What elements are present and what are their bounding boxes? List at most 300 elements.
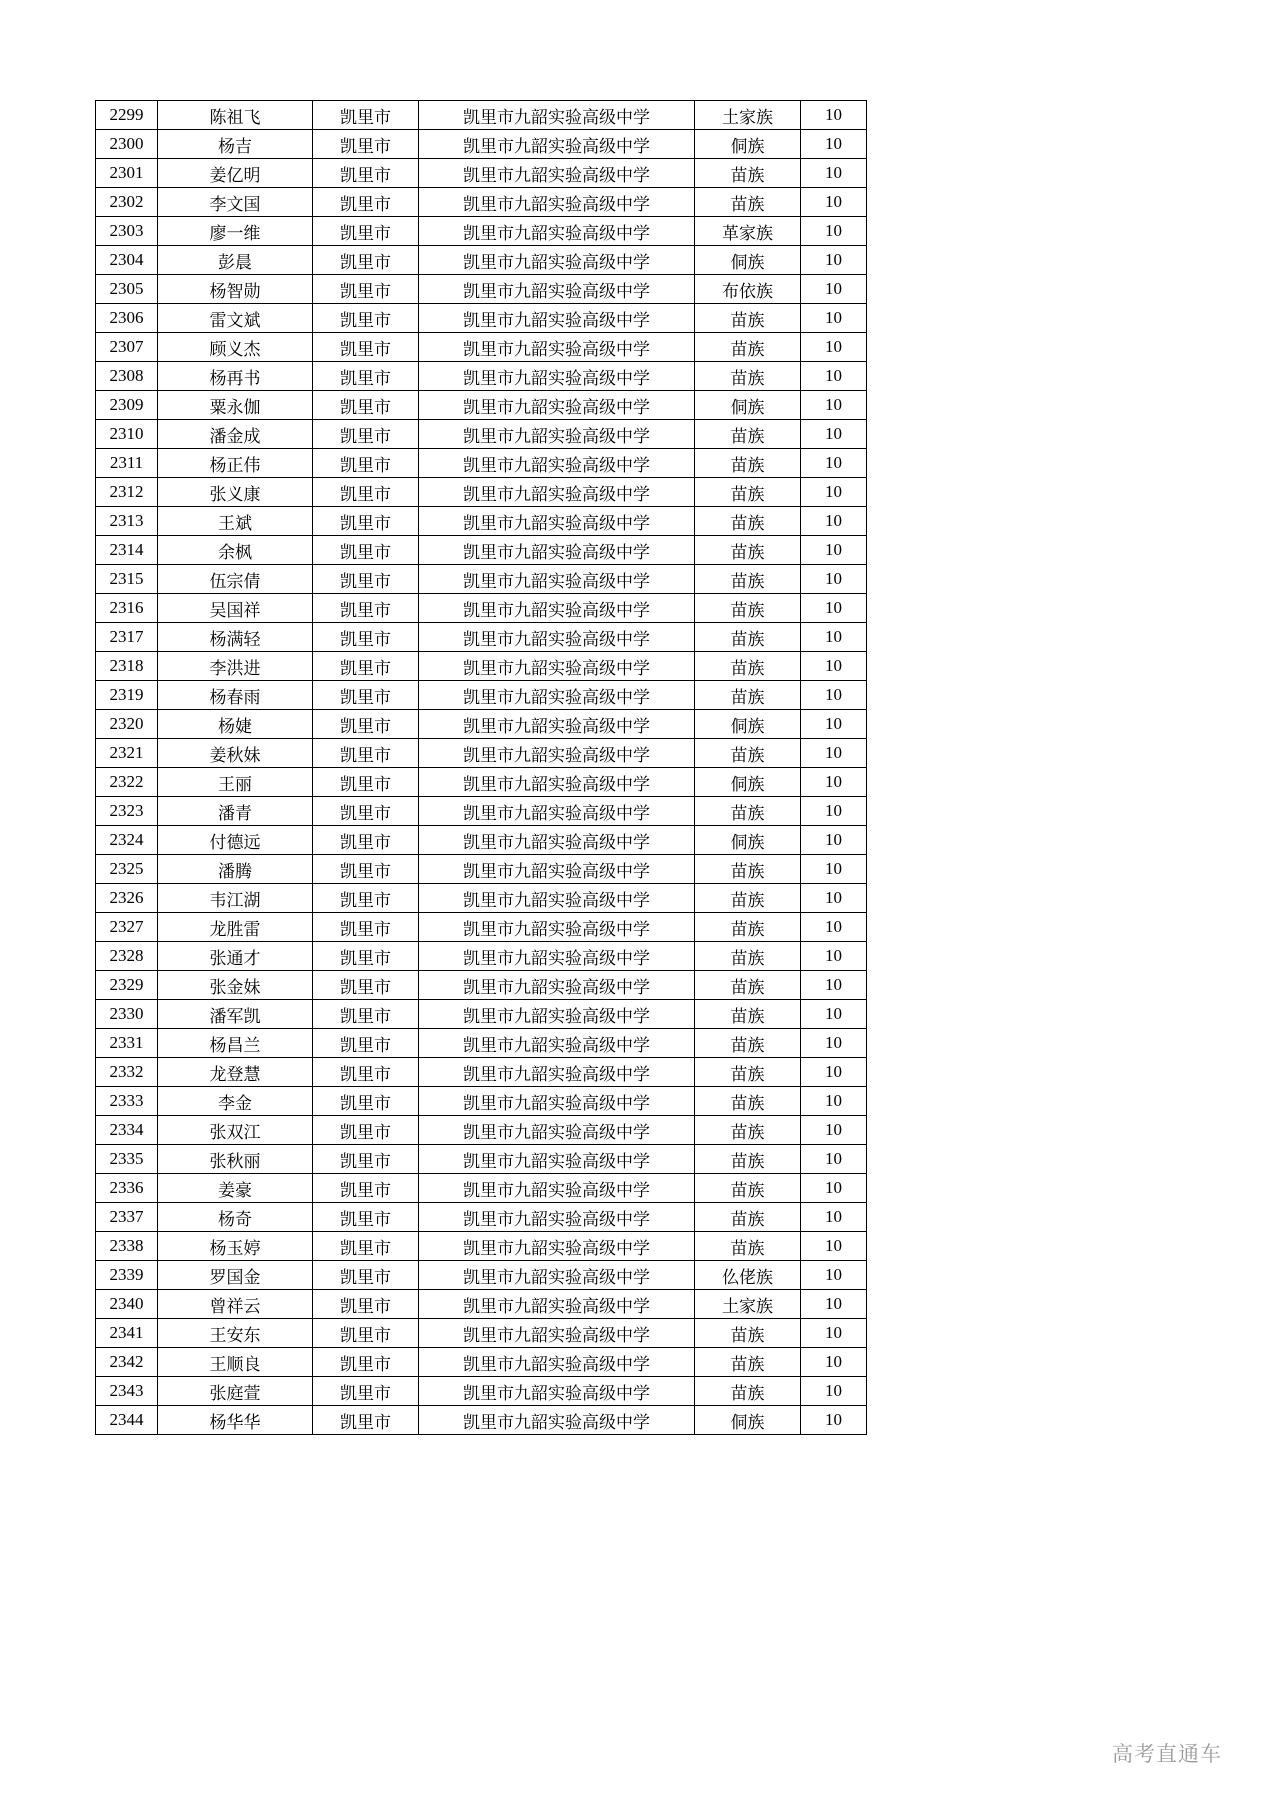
table-row [96, 217, 867, 246]
cell-school: 凯里市九韶实验高级中学 [419, 913, 695, 942]
cell-number: 2303 [96, 217, 158, 246]
cell-name: 李文国 [158, 188, 313, 217]
cell-score: 10 [801, 478, 867, 507]
table-row [96, 1058, 867, 1087]
cell-number: 2318 [96, 652, 158, 681]
cell-school: 凯里市九韶实验高级中学 [419, 594, 695, 623]
cell-name: 姜豪 [158, 1174, 313, 1203]
cell-school: 凯里市九韶实验高级中学 [419, 1145, 695, 1174]
cell-city: 凯里市 [313, 942, 419, 971]
cell-ethnicity: 苗族 [695, 159, 801, 188]
cell-score: 10 [801, 1232, 867, 1261]
cell-number: 2307 [96, 333, 158, 362]
table-row [96, 884, 867, 913]
cell-score: 10 [801, 507, 867, 536]
cell-ethnicity: 苗族 [695, 1174, 801, 1203]
cell-name: 王安东 [158, 1319, 313, 1348]
cell-school: 凯里市九韶实验高级中学 [419, 681, 695, 710]
cell-ethnicity: 苗族 [695, 565, 801, 594]
cell-number: 2308 [96, 362, 158, 391]
cell-name: 杨吉 [158, 130, 313, 159]
cell-city: 凯里市 [313, 971, 419, 1000]
cell-city: 凯里市 [313, 826, 419, 855]
cell-score: 10 [801, 594, 867, 623]
cell-ethnicity: 侗族 [695, 1406, 801, 1435]
cell-city: 凯里市 [313, 507, 419, 536]
cell-score: 10 [801, 101, 867, 130]
cell-city: 凯里市 [313, 623, 419, 652]
table-row [96, 565, 867, 594]
cell-number: 2304 [96, 246, 158, 275]
cell-name: 杨正伟 [158, 449, 313, 478]
cell-score: 10 [801, 623, 867, 652]
cell-school: 凯里市九韶实验高级中学 [419, 1029, 695, 1058]
cell-number: 2302 [96, 188, 158, 217]
cell-city: 凯里市 [313, 565, 419, 594]
cell-name: 杨婕 [158, 710, 313, 739]
cell-school: 凯里市九韶实验高级中学 [419, 884, 695, 913]
cell-ethnicity: 苗族 [695, 942, 801, 971]
cell-ethnicity: 苗族 [695, 420, 801, 449]
table-row [96, 1261, 867, 1290]
cell-score: 10 [801, 1058, 867, 1087]
cell-score: 10 [801, 449, 867, 478]
cell-number: 2341 [96, 1319, 158, 1348]
cell-number: 2330 [96, 1000, 158, 1029]
table-row [96, 594, 867, 623]
cell-number: 2335 [96, 1145, 158, 1174]
cell-city: 凯里市 [313, 333, 419, 362]
cell-name: 曾祥云 [158, 1290, 313, 1319]
cell-ethnicity: 苗族 [695, 1000, 801, 1029]
table-row [96, 420, 867, 449]
cell-city: 凯里市 [313, 362, 419, 391]
cell-ethnicity: 苗族 [695, 1232, 801, 1261]
cell-school: 凯里市九韶实验高级中学 [419, 652, 695, 681]
cell-city: 凯里市 [313, 1116, 419, 1145]
cell-city: 凯里市 [313, 1058, 419, 1087]
cell-school: 凯里市九韶实验高级中学 [419, 1377, 695, 1406]
cell-score: 10 [801, 942, 867, 971]
cell-city: 凯里市 [313, 797, 419, 826]
cell-score: 10 [801, 1203, 867, 1232]
cell-number: 2343 [96, 1377, 158, 1406]
cell-score: 10 [801, 1087, 867, 1116]
cell-score: 10 [801, 739, 867, 768]
cell-score: 10 [801, 304, 867, 333]
cell-number: 2306 [96, 304, 158, 333]
cell-number: 2310 [96, 420, 158, 449]
cell-name: 王顺良 [158, 1348, 313, 1377]
cell-score: 10 [801, 565, 867, 594]
cell-number: 2340 [96, 1290, 158, 1319]
cell-number: 2319 [96, 681, 158, 710]
cell-score: 10 [801, 1145, 867, 1174]
cell-name: 张秋丽 [158, 1145, 313, 1174]
table-row [96, 449, 867, 478]
cell-name: 王斌 [158, 507, 313, 536]
cell-ethnicity: 苗族 [695, 855, 801, 884]
cell-ethnicity: 苗族 [695, 1058, 801, 1087]
cell-school: 凯里市九韶实验高级中学 [419, 420, 695, 449]
cell-school: 凯里市九韶实验高级中学 [419, 768, 695, 797]
cell-city: 凯里市 [313, 594, 419, 623]
table-row [96, 1203, 867, 1232]
cell-ethnicity: 苗族 [695, 507, 801, 536]
table-row [96, 478, 867, 507]
cell-name: 吴国祥 [158, 594, 313, 623]
cell-city: 凯里市 [313, 913, 419, 942]
table-row [96, 1145, 867, 1174]
cell-school: 凯里市九韶实验高级中学 [419, 855, 695, 884]
cell-number: 2339 [96, 1261, 158, 1290]
cell-name: 龙胜雷 [158, 913, 313, 942]
cell-school: 凯里市九韶实验高级中学 [419, 1116, 695, 1145]
cell-score: 10 [801, 217, 867, 246]
table-row [96, 1000, 867, 1029]
cell-number: 2334 [96, 1116, 158, 1145]
table-row [96, 1232, 867, 1261]
cell-score: 10 [801, 768, 867, 797]
table-row [96, 1087, 867, 1116]
cell-school: 凯里市九韶实验高级中学 [419, 1174, 695, 1203]
cell-ethnicity: 苗族 [695, 797, 801, 826]
cell-ethnicity: 苗族 [695, 594, 801, 623]
cell-name: 王丽 [158, 768, 313, 797]
cell-number: 2337 [96, 1203, 158, 1232]
cell-school: 凯里市九韶实验高级中学 [419, 1000, 695, 1029]
cell-score: 10 [801, 420, 867, 449]
cell-name: 粟永伽 [158, 391, 313, 420]
cell-ethnicity: 苗族 [695, 1377, 801, 1406]
table-row [96, 826, 867, 855]
cell-city: 凯里市 [313, 391, 419, 420]
cell-school: 凯里市九韶实验高级中学 [419, 565, 695, 594]
cell-number: 2327 [96, 913, 158, 942]
cell-school: 凯里市九韶实验高级中学 [419, 1232, 695, 1261]
cell-score: 10 [801, 391, 867, 420]
table-row [96, 942, 867, 971]
table-row [96, 507, 867, 536]
cell-school: 凯里市九韶实验高级中学 [419, 1203, 695, 1232]
cell-name: 龙登慧 [158, 1058, 313, 1087]
cell-score: 10 [801, 188, 867, 217]
cell-number: 2315 [96, 565, 158, 594]
cell-ethnicity: 苗族 [695, 1116, 801, 1145]
cell-ethnicity: 侗族 [695, 246, 801, 275]
cell-school: 凯里市九韶实验高级中学 [419, 1058, 695, 1087]
cell-ethnicity: 仫佬族 [695, 1261, 801, 1290]
table-row [96, 681, 867, 710]
cell-city: 凯里市 [313, 1261, 419, 1290]
cell-school: 凯里市九韶实验高级中学 [419, 188, 695, 217]
cell-city: 凯里市 [313, 1203, 419, 1232]
table-row [96, 246, 867, 275]
cell-city: 凯里市 [313, 159, 419, 188]
table-row [96, 652, 867, 681]
student-table-body [96, 101, 867, 1435]
cell-school: 凯里市九韶实验高级中学 [419, 246, 695, 275]
cell-ethnicity: 苗族 [695, 1203, 801, 1232]
cell-name: 杨春雨 [158, 681, 313, 710]
cell-ethnicity: 苗族 [695, 1319, 801, 1348]
cell-school: 凯里市九韶实验高级中学 [419, 971, 695, 1000]
cell-name: 潘腾 [158, 855, 313, 884]
cell-city: 凯里市 [313, 1087, 419, 1116]
cell-ethnicity: 苗族 [695, 536, 801, 565]
cell-ethnicity: 苗族 [695, 884, 801, 913]
cell-name: 韦江湖 [158, 884, 313, 913]
cell-school: 凯里市九韶实验高级中学 [419, 1290, 695, 1319]
cell-school: 凯里市九韶实验高级中学 [419, 536, 695, 565]
cell-ethnicity: 苗族 [695, 913, 801, 942]
cell-ethnicity: 苗族 [695, 623, 801, 652]
cell-city: 凯里市 [313, 710, 419, 739]
cell-number: 2332 [96, 1058, 158, 1087]
cell-score: 10 [801, 826, 867, 855]
cell-number: 2309 [96, 391, 158, 420]
cell-ethnicity: 土家族 [695, 1290, 801, 1319]
cell-city: 凯里市 [313, 1232, 419, 1261]
cell-ethnicity: 苗族 [695, 188, 801, 217]
cell-number: 2326 [96, 884, 158, 913]
cell-number: 2299 [96, 101, 158, 130]
cell-name: 杨昌兰 [158, 1029, 313, 1058]
cell-ethnicity: 苗族 [695, 681, 801, 710]
cell-ethnicity: 侗族 [695, 710, 801, 739]
cell-school: 凯里市九韶实验高级中学 [419, 101, 695, 130]
cell-school: 凯里市九韶实验高级中学 [419, 1087, 695, 1116]
cell-number: 2321 [96, 739, 158, 768]
cell-school: 凯里市九韶实验高级中学 [419, 710, 695, 739]
cell-score: 10 [801, 130, 867, 159]
cell-city: 凯里市 [313, 1145, 419, 1174]
cell-name: 潘青 [158, 797, 313, 826]
cell-number: 2320 [96, 710, 158, 739]
cell-number: 2333 [96, 1087, 158, 1116]
cell-ethnicity: 苗族 [695, 1145, 801, 1174]
cell-name: 张义康 [158, 478, 313, 507]
table-row [96, 1406, 867, 1435]
table-row [96, 797, 867, 826]
table-row [96, 913, 867, 942]
table-row [96, 768, 867, 797]
cell-ethnicity: 侗族 [695, 768, 801, 797]
cell-number: 2312 [96, 478, 158, 507]
cell-ethnicity: 苗族 [695, 478, 801, 507]
cell-score: 10 [801, 275, 867, 304]
cell-city: 凯里市 [313, 420, 419, 449]
table-row [96, 1377, 867, 1406]
cell-name: 余枫 [158, 536, 313, 565]
cell-number: 2338 [96, 1232, 158, 1261]
cell-ethnicity: 苗族 [695, 739, 801, 768]
cell-ethnicity: 苗族 [695, 333, 801, 362]
cell-score: 10 [801, 652, 867, 681]
cell-school: 凯里市九韶实验高级中学 [419, 333, 695, 362]
table-row [96, 536, 867, 565]
cell-school: 凯里市九韶实验高级中学 [419, 797, 695, 826]
cell-name: 杨智勋 [158, 275, 313, 304]
table-row [96, 1290, 867, 1319]
cell-name: 潘军凯 [158, 1000, 313, 1029]
cell-name: 杨再书 [158, 362, 313, 391]
cell-number: 2314 [96, 536, 158, 565]
cell-ethnicity: 苗族 [695, 971, 801, 1000]
cell-ethnicity: 侗族 [695, 826, 801, 855]
cell-ethnicity: 苗族 [695, 1348, 801, 1377]
cell-number: 2342 [96, 1348, 158, 1377]
cell-school: 凯里市九韶实验高级中学 [419, 304, 695, 333]
cell-city: 凯里市 [313, 1319, 419, 1348]
cell-ethnicity: 苗族 [695, 652, 801, 681]
cell-number: 2300 [96, 130, 158, 159]
table-row [96, 1174, 867, 1203]
cell-name: 付德远 [158, 826, 313, 855]
cell-city: 凯里市 [313, 275, 419, 304]
cell-name: 顾义杰 [158, 333, 313, 362]
cell-ethnicity: 侗族 [695, 130, 801, 159]
cell-city: 凯里市 [313, 536, 419, 565]
cell-name: 张双江 [158, 1116, 313, 1145]
cell-number: 2313 [96, 507, 158, 536]
cell-school: 凯里市九韶实验高级中学 [419, 362, 695, 391]
cell-city: 凯里市 [313, 304, 419, 333]
cell-city: 凯里市 [313, 478, 419, 507]
cell-name: 彭晨 [158, 246, 313, 275]
table-row [96, 1029, 867, 1058]
cell-name: 李洪进 [158, 652, 313, 681]
cell-city: 凯里市 [313, 739, 419, 768]
table-row [96, 1116, 867, 1145]
cell-school: 凯里市九韶实验高级中学 [419, 449, 695, 478]
student-table-container [95, 100, 867, 1435]
cell-city: 凯里市 [313, 1290, 419, 1319]
cell-score: 10 [801, 797, 867, 826]
cell-name: 陈祖飞 [158, 101, 313, 130]
cell-city: 凯里市 [313, 1348, 419, 1377]
cell-score: 10 [801, 971, 867, 1000]
cell-name: 杨华华 [158, 1406, 313, 1435]
cell-school: 凯里市九韶实验高级中学 [419, 478, 695, 507]
cell-score: 10 [801, 1348, 867, 1377]
cell-school: 凯里市九韶实验高级中学 [419, 130, 695, 159]
cell-score: 10 [801, 884, 867, 913]
cell-name: 杨满轻 [158, 623, 313, 652]
table-row [96, 855, 867, 884]
table-row [96, 188, 867, 217]
cell-number: 2331 [96, 1029, 158, 1058]
cell-name: 杨玉婷 [158, 1232, 313, 1261]
cell-city: 凯里市 [313, 855, 419, 884]
cell-city: 凯里市 [313, 130, 419, 159]
cell-ethnicity: 苗族 [695, 1029, 801, 1058]
cell-city: 凯里市 [313, 188, 419, 217]
cell-school: 凯里市九韶实验高级中学 [419, 739, 695, 768]
cell-score: 10 [801, 159, 867, 188]
cell-name: 姜亿明 [158, 159, 313, 188]
table-row [96, 101, 867, 130]
cell-name: 雷文斌 [158, 304, 313, 333]
table-row [96, 275, 867, 304]
cell-city: 凯里市 [313, 449, 419, 478]
cell-school: 凯里市九韶实验高级中学 [419, 275, 695, 304]
cell-name: 潘金成 [158, 420, 313, 449]
table-row [96, 710, 867, 739]
cell-score: 10 [801, 333, 867, 362]
cell-name: 李金 [158, 1087, 313, 1116]
cell-school: 凯里市九韶实验高级中学 [419, 391, 695, 420]
cell-ethnicity: 苗族 [695, 362, 801, 391]
cell-ethnicity: 侗族 [695, 391, 801, 420]
cell-name: 罗国金 [158, 1261, 313, 1290]
table-row [96, 739, 867, 768]
cell-city: 凯里市 [313, 1000, 419, 1029]
cell-score: 10 [801, 1406, 867, 1435]
table-row [96, 159, 867, 188]
cell-number: 2301 [96, 159, 158, 188]
cell-city: 凯里市 [313, 768, 419, 797]
table-row [96, 1319, 867, 1348]
cell-score: 10 [801, 1174, 867, 1203]
cell-score: 10 [801, 536, 867, 565]
cell-school: 凯里市九韶实验高级中学 [419, 623, 695, 652]
table-row [96, 971, 867, 1000]
cell-name: 伍宗倩 [158, 565, 313, 594]
cell-score: 10 [801, 246, 867, 275]
table-row [96, 333, 867, 362]
cell-number: 2328 [96, 942, 158, 971]
cell-city: 凯里市 [313, 681, 419, 710]
cell-name: 廖一维 [158, 217, 313, 246]
cell-city: 凯里市 [313, 1174, 419, 1203]
cell-ethnicity: 苗族 [695, 449, 801, 478]
cell-score: 10 [801, 1319, 867, 1348]
cell-score: 10 [801, 855, 867, 884]
cell-school: 凯里市九韶实验高级中学 [419, 507, 695, 536]
cell-number: 2317 [96, 623, 158, 652]
table-row [96, 623, 867, 652]
cell-school: 凯里市九韶实验高级中学 [419, 159, 695, 188]
cell-city: 凯里市 [313, 1029, 419, 1058]
cell-name: 张通才 [158, 942, 313, 971]
cell-score: 10 [801, 1377, 867, 1406]
cell-school: 凯里市九韶实验高级中学 [419, 217, 695, 246]
cell-ethnicity: 苗族 [695, 1087, 801, 1116]
cell-city: 凯里市 [313, 1377, 419, 1406]
cell-city: 凯里市 [313, 246, 419, 275]
table-row [96, 391, 867, 420]
cell-name: 张庭萱 [158, 1377, 313, 1406]
cell-score: 10 [801, 1290, 867, 1319]
cell-score: 10 [801, 913, 867, 942]
cell-ethnicity: 土家族 [695, 101, 801, 130]
cell-number: 2325 [96, 855, 158, 884]
cell-school: 凯里市九韶实验高级中学 [419, 1406, 695, 1435]
cell-city: 凯里市 [313, 217, 419, 246]
cell-city: 凯里市 [313, 1406, 419, 1435]
cell-name: 张金妹 [158, 971, 313, 1000]
cell-school: 凯里市九韶实验高级中学 [419, 942, 695, 971]
cell-number: 2311 [96, 449, 158, 478]
cell-ethnicity: 革家族 [695, 217, 801, 246]
cell-number: 2305 [96, 275, 158, 304]
cell-school: 凯里市九韶实验高级中学 [419, 1261, 695, 1290]
cell-school: 凯里市九韶实验高级中学 [419, 826, 695, 855]
cell-name: 杨奇 [158, 1203, 313, 1232]
cell-score: 10 [801, 681, 867, 710]
cell-number: 2316 [96, 594, 158, 623]
